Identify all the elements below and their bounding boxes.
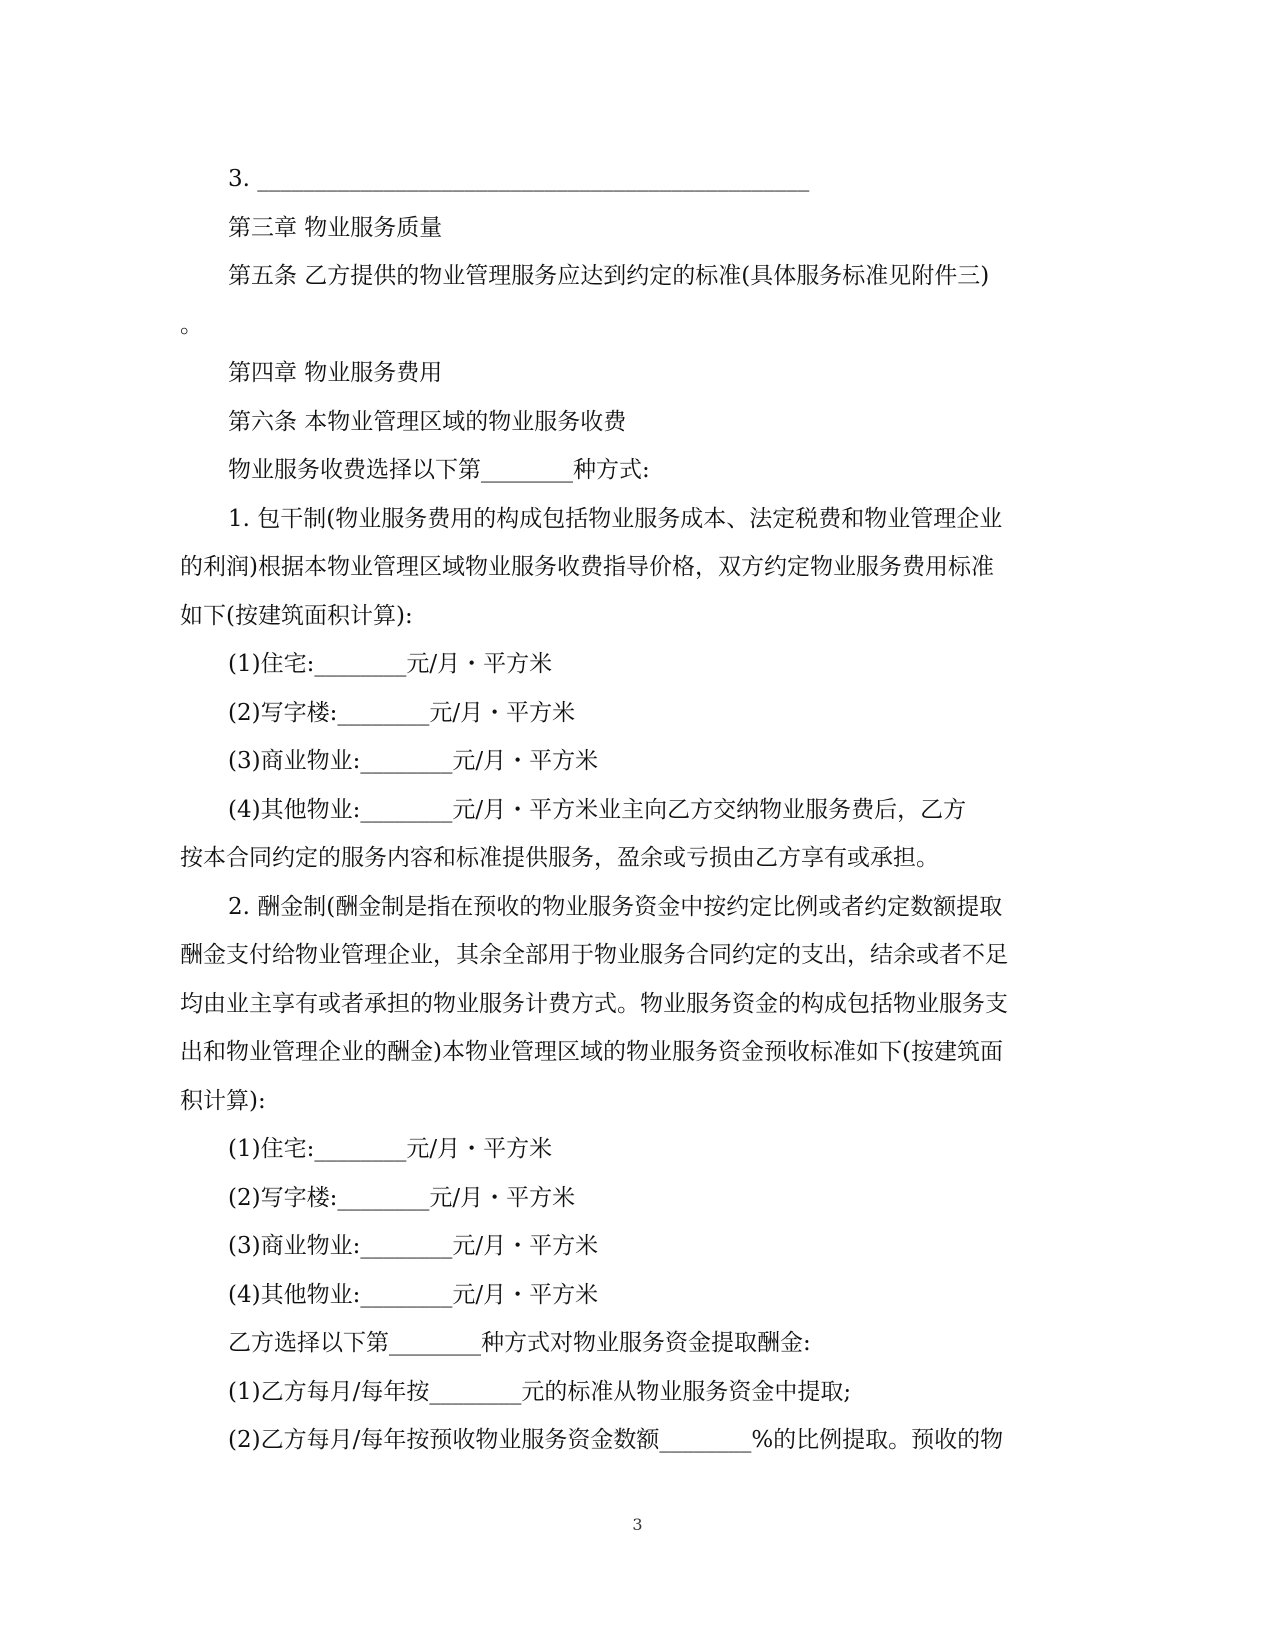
document-body xyxy=(180,155,1080,1465)
paragraph-line: 乙方选择以下第________种方式对物业服务资金提取酬金: xyxy=(228,1330,811,1356)
paragraph-line: 如下(按建筑面积计算): xyxy=(180,602,413,629)
fee-item: (2)写字楼:________元/月・平方米 xyxy=(228,699,576,726)
fee-item: (3)商业物业:________元/月・平方米 xyxy=(228,748,599,774)
fee-item: (1)住宅:________元/月・平方米 xyxy=(228,651,553,677)
paragraph-line: 物业服务收费选择以下第________种方式: xyxy=(228,457,650,483)
paragraph-line: 3. ________________________________________________ xyxy=(228,166,810,192)
chapter-heading: 第三章 物业服务质量 xyxy=(228,214,443,241)
fee-item: (4)其他物业:________元/月・平方米业主向乙方交纳物业服务费后，乙方 xyxy=(228,796,967,823)
fee-item: (3)商业物业:________元/月・平方米 xyxy=(228,1233,599,1259)
fee-item: (4)其他物业:________元/月・平方米 xyxy=(228,1281,599,1308)
paragraph-line: 酬金支付给物业管理企业，其余全部用于物业服务合同约定的支出，结余或者不足 xyxy=(180,942,1008,968)
paragraph-line: 。 xyxy=(180,311,203,338)
article-line: 第五条 乙方提供的物业管理服务应达到约定的标准(具体服务标准见附件三) xyxy=(228,263,990,289)
paragraph-line: 1. 包干制(物业服务费用的构成包括物业服务成本、法定税费和物业管理企业 xyxy=(228,505,1003,532)
fee-item: (1)住宅:________元/月・平方米 xyxy=(228,1136,553,1162)
paragraph-line: 按本合同约定的服务内容和标准提供服务，盈余或亏损由乙方享有或承担。 xyxy=(180,845,939,871)
paragraph-line: 积计算): xyxy=(180,1087,266,1114)
paragraph-line: 2. 酬金制(酬金制是指在预收的物业服务资金中按约定比例或者约定数额提取 xyxy=(228,893,1003,920)
fee-item: (2)写字楼:________元/月・平方米 xyxy=(228,1184,576,1211)
paragraph-line: 出和物业管理企业的酬金)本物业管理区域的物业服务资金预收标准如下(按建筑面 xyxy=(180,1039,1003,1065)
chapter-heading: 第四章 物业服务费用 xyxy=(228,360,443,386)
commission-item: (1)乙方每月/每年按________元的标准从物业服务资金中提取; xyxy=(228,1378,852,1405)
paragraph-line: 均由业主享有或者承担的物业服务计费方式。物业服务资金的构成包括物业服务支 xyxy=(180,990,1008,1017)
paragraph-line: 的利润)根据本物业管理区域物业服务收费指导价格，双方约定物业服务费用标准 xyxy=(180,554,994,580)
commission-item: (2)乙方每月/每年按预收物业服务资金数额________%的比例提取。预收的物 xyxy=(228,1427,1004,1453)
page-number: 3 xyxy=(632,1515,643,1534)
article-line: 第六条 本物业管理区域的物业服务收费 xyxy=(228,408,627,435)
